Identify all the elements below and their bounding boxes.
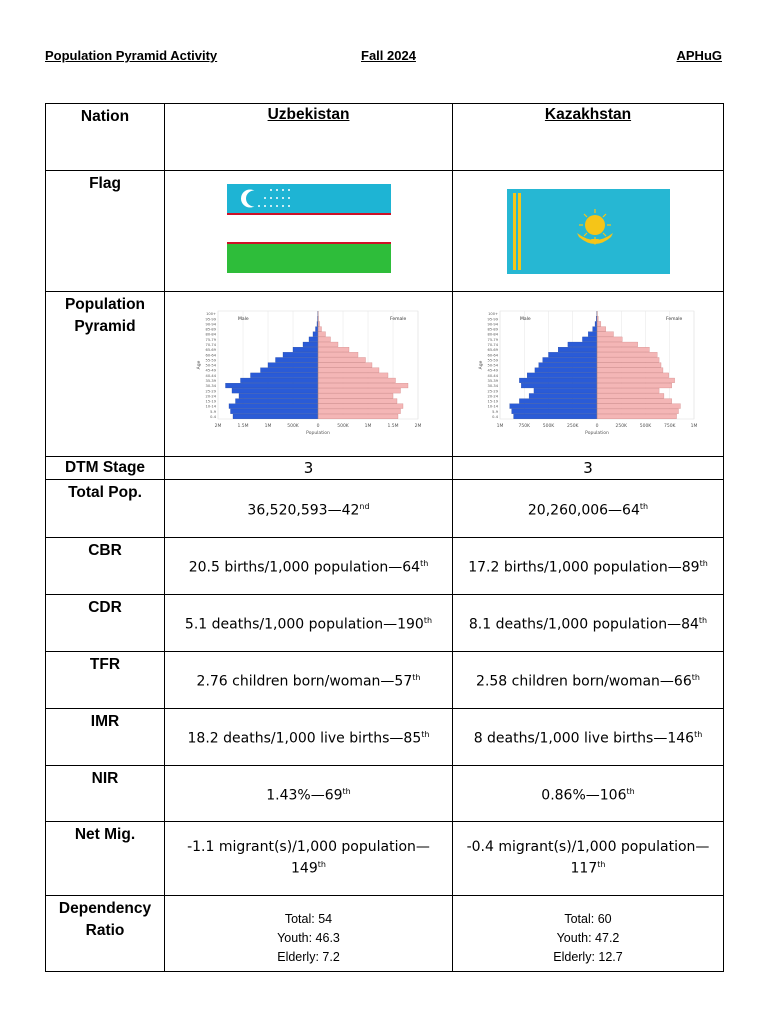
pyramid-age-label: 30-34 bbox=[205, 384, 216, 389]
pyramid-tick-label: 500K bbox=[336, 424, 349, 429]
dep-youth-uzbekistan: Youth: 46.3 bbox=[277, 931, 340, 945]
dep-elderly-kazakhstan: Elderly: 12.7 bbox=[553, 950, 623, 964]
pyramid-tick-label: 750K bbox=[663, 424, 676, 429]
pyramid-age-label: 80-84 bbox=[487, 332, 498, 337]
pyramid-bar-male bbox=[303, 342, 318, 347]
pyramid-bar-female bbox=[318, 404, 403, 409]
pyramid-age-label: 25-29 bbox=[487, 389, 498, 394]
pyramid-tick-label: 750K bbox=[518, 424, 531, 429]
pyramid-bar-male bbox=[582, 337, 597, 342]
row-tfr bbox=[46, 652, 724, 709]
nir-kazakhstan: 0.86%—106th bbox=[453, 766, 724, 822]
pyramid-bar-female bbox=[318, 357, 366, 362]
pyramid-bar-female bbox=[318, 373, 388, 378]
flag-uzbekistan-cell bbox=[165, 171, 453, 292]
pyramid-age-label: 45-49 bbox=[205, 368, 216, 373]
pyramid-bar-female bbox=[597, 342, 638, 347]
pyramid-bar-female bbox=[597, 327, 606, 332]
pyramid-bar-female bbox=[597, 393, 664, 398]
cdr-uzbekistan: 5.1 deaths/1,000 population—190th bbox=[165, 595, 453, 652]
nation-kazakhstan: Kazakhstan bbox=[453, 104, 724, 171]
pyramid-bar-male bbox=[232, 388, 318, 393]
pyramid-bar-female bbox=[597, 363, 661, 368]
pyramid-male-label: Male bbox=[520, 317, 531, 322]
pyramid-age-label: 55-59 bbox=[487, 358, 498, 363]
dependency-uzbekistan bbox=[165, 896, 453, 972]
pyramid-kazakhstan-cell bbox=[453, 292, 724, 457]
pyramid-age-label: 20-24 bbox=[487, 394, 498, 399]
pyramid-age-label: 25-29 bbox=[205, 389, 216, 394]
flag-kazakhstan-cell bbox=[453, 171, 724, 292]
pyramid-yaxis-label: Age bbox=[479, 360, 484, 370]
imr-kazakhstan: 8 deaths/1,000 live births—146th bbox=[453, 709, 724, 766]
pyramid-bar-female bbox=[318, 363, 372, 368]
pyramid-female-label: Female bbox=[666, 317, 683, 322]
row-total-pop bbox=[46, 480, 724, 538]
pyramid-bar-female bbox=[597, 357, 659, 362]
net-mig-kazakhstan: -0.4 migrant(s)/1,000 population—117th bbox=[453, 822, 724, 896]
pyramid-age-label: 20-24 bbox=[205, 394, 216, 399]
pyramid-bar-female bbox=[597, 332, 613, 337]
pyramid-bar-male bbox=[293, 347, 318, 352]
pyramid-age-label: 0-4 bbox=[492, 415, 498, 419]
pyramid-age-label: 70-74 bbox=[205, 343, 216, 347]
pyramid-tick-label: 250K bbox=[615, 424, 628, 429]
dep-total-uzbekistan: Total: 54 bbox=[284, 912, 333, 926]
pyramid-bar-male bbox=[235, 399, 318, 404]
pyramid-bar-female bbox=[318, 337, 331, 342]
pyramid-age-label: 85-89 bbox=[487, 327, 498, 332]
pyramid-bar-female bbox=[318, 409, 401, 414]
pyramid-xaxis-label: Population bbox=[305, 431, 330, 436]
pyramid-bar-male bbox=[539, 363, 597, 368]
doc-header-left: Population Pyramid Activity bbox=[45, 48, 218, 63]
pyramid-bar-male bbox=[519, 399, 597, 404]
pyramid-bar-male bbox=[568, 342, 597, 347]
pyramid-age-label: 15-19 bbox=[205, 399, 216, 404]
total-pop-kazakhstan: 20,260,006—64th bbox=[453, 480, 724, 538]
label-pyramid: Population Pyramid bbox=[46, 292, 165, 457]
label-total-pop: Total Pop. bbox=[46, 480, 165, 538]
pyramid-age-label: 70-74 bbox=[487, 343, 498, 347]
pyramid-bar-female bbox=[597, 404, 680, 409]
label-imr: IMR bbox=[46, 709, 165, 766]
pyramid-bar-female bbox=[318, 378, 396, 383]
label-nir: NIR bbox=[46, 766, 165, 822]
imr-uzbekistan: 18.2 deaths/1,000 live births—85th bbox=[165, 709, 453, 766]
label-nation: Nation bbox=[46, 104, 165, 171]
pyramid-age-label: 75-79 bbox=[487, 337, 498, 342]
row-net-mig bbox=[46, 822, 724, 896]
pyramid-tick-label: 500K bbox=[639, 424, 652, 429]
pyramid-bar-male bbox=[230, 409, 318, 414]
pyramid-age-label: 15-19 bbox=[487, 399, 498, 404]
pyramid-bar-male bbox=[593, 327, 597, 332]
pyramid-bar-male bbox=[229, 404, 318, 409]
pyramid-bar-male bbox=[233, 414, 318, 419]
pyramid-bar-female bbox=[318, 332, 326, 337]
pyramid-age-label: 10-14 bbox=[205, 404, 216, 409]
pyramid-kazakhstan bbox=[476, 307, 700, 441]
tfr-uzbekistan: 2.76 children born/woman—57th bbox=[165, 652, 453, 709]
label-tfr: TFR bbox=[46, 652, 165, 709]
nir-uzbekistan: 1.43%—69th bbox=[165, 766, 453, 822]
label-dependency: Dependency Ratio bbox=[46, 896, 165, 972]
pyramid-age-label: 50-54 bbox=[205, 363, 216, 368]
pyramid-bar-female bbox=[597, 368, 663, 373]
pyramid-bar-female bbox=[318, 388, 401, 393]
pyramid-male-label: Male bbox=[237, 317, 249, 322]
cdr-kazakhstan: 8.1 deaths/1,000 population—84th bbox=[453, 595, 724, 652]
doc-header-right: APHuG bbox=[676, 48, 722, 63]
pyramid-tick-label: 0 bbox=[316, 424, 319, 429]
pyramid-bar-male bbox=[595, 321, 597, 326]
pyramid-bar-male bbox=[268, 363, 318, 368]
row-dependency bbox=[46, 896, 724, 972]
pyramid-bar-male bbox=[225, 383, 318, 388]
pyramid-tick-label: 1.5M bbox=[386, 424, 399, 429]
pyramid-bar-female bbox=[597, 352, 657, 357]
pyramid-age-label: 100+ bbox=[205, 312, 216, 317]
pyramid-uzbekistan bbox=[194, 307, 424, 441]
pyramid-bar-male bbox=[527, 373, 597, 378]
pyramid-bar-female bbox=[597, 347, 649, 352]
pyramid-tick-label: 1M bbox=[496, 424, 504, 429]
pyramid-tick-label: 250K bbox=[566, 424, 579, 429]
pyramid-bar-female bbox=[597, 378, 675, 383]
pyramid-tick-label: 1M bbox=[690, 424, 698, 429]
cbr-kazakhstan: 17.2 births/1,000 population—89th bbox=[453, 538, 724, 595]
dep-total-kazakhstan: Total: 60 bbox=[564, 912, 612, 926]
pyramid-age-label: 40-44 bbox=[205, 373, 216, 378]
pyramid-xaxis-label: Population bbox=[585, 431, 609, 436]
pyramid-female-label: Female bbox=[389, 317, 406, 322]
dependency-kazakhstan bbox=[453, 896, 724, 972]
label-cdr: CDR bbox=[46, 595, 165, 652]
dtm-kazakhstan: 3 bbox=[453, 457, 724, 480]
pyramid-bar-female bbox=[318, 347, 349, 352]
row-nation bbox=[46, 104, 724, 171]
pyramid-age-label: 60-64 bbox=[205, 353, 216, 358]
pyramid-bar-male bbox=[240, 378, 318, 383]
pyramid-bar-male bbox=[313, 332, 318, 337]
pyramid-bar-male bbox=[510, 404, 597, 409]
pyramid-bar-male bbox=[588, 332, 597, 337]
total-pop-uzbekistan: 36,520,593—42nd bbox=[165, 480, 453, 538]
pyramid-tick-label: 500K bbox=[542, 424, 555, 429]
pyramid-age-label: 55-59 bbox=[205, 358, 216, 363]
pyramid-tick-label: 500K bbox=[286, 424, 299, 429]
pyramid-bar-female bbox=[597, 414, 677, 419]
pyramid-bar-female bbox=[597, 399, 672, 404]
pyramid-age-label: 90-94 bbox=[487, 322, 498, 327]
pyramid-age-label: 35-39 bbox=[205, 379, 216, 383]
pyramid-bar-female bbox=[318, 368, 379, 373]
pyramid-age-label: 90-94 bbox=[205, 322, 216, 327]
pyramid-bar-female bbox=[318, 393, 393, 398]
tfr-kazakhstan: 2.58 children born/woman—66th bbox=[453, 652, 724, 709]
pyramid-bar-male bbox=[543, 357, 597, 362]
pyramid-bar-female bbox=[318, 321, 320, 326]
row-cbr bbox=[46, 538, 724, 595]
pyramid-bar-male bbox=[250, 373, 318, 378]
pyramid-tick-label: 1M bbox=[264, 424, 271, 429]
pyramid-age-label: 40-44 bbox=[487, 373, 498, 378]
pyramid-age-label: 95-99 bbox=[205, 317, 216, 322]
dep-youth-kazakhstan: Youth: 47.2 bbox=[556, 931, 620, 945]
pyramid-bar-female bbox=[597, 373, 669, 378]
cbr-uzbekistan: 20.5 births/1,000 population—64th bbox=[165, 538, 453, 595]
pyramid-bar-male bbox=[558, 347, 597, 352]
nation-uzbekistan: Uzbekistan bbox=[165, 104, 453, 171]
pyramid-bar-female bbox=[597, 383, 672, 388]
flag-kazakhstan bbox=[507, 189, 670, 274]
pyramid-bar-male bbox=[549, 352, 598, 357]
pyramid-uzbekistan-cell bbox=[165, 292, 453, 457]
pyramid-bar-female bbox=[318, 414, 398, 419]
label-flag: Flag bbox=[46, 171, 165, 292]
pyramid-tick-label: 0 bbox=[595, 424, 599, 429]
pyramid-age-label: 80-84 bbox=[205, 332, 216, 337]
pyramid-bar-female bbox=[597, 337, 622, 342]
pyramid-bar-male bbox=[283, 352, 318, 357]
pyramid-age-label: 60-64 bbox=[487, 353, 498, 358]
pyramid-tick-label: 1M bbox=[364, 424, 371, 429]
doc-header-middle: Fall 2024 bbox=[361, 48, 416, 63]
row-imr bbox=[46, 709, 724, 766]
pyramid-age-label: 100+ bbox=[488, 312, 498, 317]
dep-elderly-uzbekistan: Elderly: 7.2 bbox=[277, 950, 340, 964]
row-cdr bbox=[46, 595, 724, 652]
pyramid-bar-female bbox=[597, 321, 601, 326]
pyramid-bar-male bbox=[512, 409, 597, 414]
pyramid-bar-male bbox=[519, 378, 597, 383]
pyramid-age-label: 5-9 bbox=[209, 409, 216, 414]
net-mig-uzbekistan: -1.1 migrant(s)/1,000 population—149th bbox=[165, 822, 453, 896]
dtm-uzbekistan: 3 bbox=[165, 457, 453, 480]
pyramid-age-label: 0-4 bbox=[209, 415, 216, 419]
pyramid-bar-male bbox=[260, 368, 318, 373]
label-dtm: DTM Stage bbox=[46, 457, 165, 480]
pyramid-age-label: 5-9 bbox=[492, 409, 498, 414]
pyramid-age-label: 65-69 bbox=[487, 348, 498, 353]
pyramid-tick-label: 2M bbox=[214, 424, 221, 429]
pyramid-yaxis-label: Age bbox=[196, 360, 202, 370]
pyramid-bar-male bbox=[529, 393, 597, 398]
pyramid-age-label: 30-34 bbox=[487, 384, 498, 389]
pyramid-bar-female bbox=[318, 352, 358, 357]
pyramid-tick-label: 2M bbox=[414, 424, 421, 429]
pyramid-bar-male bbox=[239, 393, 318, 398]
pyramid-age-label: 95-99 bbox=[487, 317, 498, 322]
pyramid-bar-male bbox=[521, 383, 597, 388]
pyramid-bar-female bbox=[318, 342, 338, 347]
country-comparison-table bbox=[45, 103, 724, 972]
pyramid-age-label: 75-79 bbox=[205, 337, 216, 342]
pyramid-age-label: 65-69 bbox=[205, 348, 216, 353]
pyramid-bar-female bbox=[318, 327, 322, 332]
row-nir bbox=[46, 766, 724, 822]
label-cbr: CBR bbox=[46, 538, 165, 595]
pyramid-bar-female bbox=[318, 383, 408, 388]
pyramid-age-label: 50-54 bbox=[487, 363, 498, 368]
pyramid-bar-male bbox=[514, 414, 597, 419]
pyramid-tick-label: 1.5M bbox=[236, 424, 249, 429]
pyramid-age-label: 35-39 bbox=[487, 379, 498, 383]
row-flag bbox=[46, 171, 724, 292]
row-dtm bbox=[46, 457, 724, 480]
pyramid-age-label: 85-89 bbox=[205, 327, 216, 332]
pyramid-age-label: 45-49 bbox=[487, 368, 498, 373]
pyramid-bar-female bbox=[318, 399, 397, 404]
pyramid-bar-female bbox=[597, 409, 678, 414]
pyramid-bar-male bbox=[275, 357, 318, 362]
pyramid-bar-male bbox=[535, 368, 597, 373]
pyramid-bar-male bbox=[534, 388, 597, 393]
pyramid-bar-male bbox=[315, 327, 318, 332]
flag-uzbekistan bbox=[227, 184, 391, 274]
pyramid-bar-female bbox=[597, 388, 659, 393]
label-net-mig: Net Mig. bbox=[46, 822, 165, 896]
pyramid-age-label: 10-14 bbox=[487, 404, 498, 409]
row-pyramid bbox=[46, 292, 724, 457]
pyramid-bar-male bbox=[309, 337, 318, 342]
